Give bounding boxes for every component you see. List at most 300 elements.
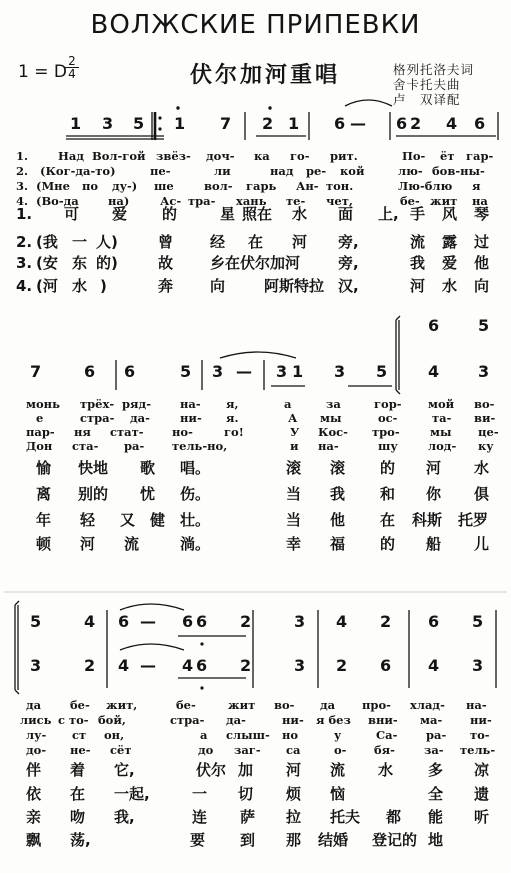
lyric: а [284,397,292,411]
lyric: вол- [204,179,233,193]
system-1-zh-line-1 [0,206,511,222]
lyric: Дон [26,439,53,453]
lyric: 都 [386,808,402,826]
system-2-ru-line-4 [0,438,511,454]
lyric: (我 [36,233,58,251]
lyric: 快地 [78,459,109,477]
lyric: 的) [96,254,118,272]
lyric: 唱。 [180,459,211,477]
lyric: на [472,194,488,208]
lyric: 面 [338,205,354,223]
system-3-zh-line-4 [0,832,511,848]
lyric: 河 [80,535,96,553]
verse-number: 2. [16,164,29,178]
lyric: 能 [428,808,444,826]
system-3-ru-line-2 [0,712,511,728]
lyric: те- [286,194,306,208]
system-1-ru-line-1 [0,148,511,164]
lyric: 轻 [80,511,96,529]
system-3-zh-line-3 [0,809,511,825]
key-signature: 1 = D [18,62,67,82]
lyric: лу- [26,728,47,742]
lyric: 的 [162,205,178,223]
lyric: 一起, [114,785,150,803]
lyric: 风 [442,205,458,223]
note: 1 [70,114,82,133]
lyric: 河 [286,761,302,779]
lyric: 水 [474,459,490,477]
lyric: 我 [330,485,346,503]
lyric: ра- [124,439,145,453]
lyric: 可 [64,205,80,223]
note: 3 [294,612,306,631]
lyric: во- [474,397,495,411]
lyric: Ан- [296,179,319,193]
lyric: 当 [286,511,302,529]
lyric: са [286,743,301,757]
lyric: 你 [426,485,442,503]
note: 3 [334,362,346,381]
verse-number: 3. [16,254,33,272]
note: 4 [84,612,96,631]
lyric: хлад- [410,698,445,712]
lyric: 滚 [286,459,302,477]
lyric: 伴 [26,761,42,779]
lyric: 要 [190,831,206,849]
note: 3 [102,114,114,133]
lyric: 地 [428,831,444,849]
lyric: с то- [58,713,89,727]
lyric: 奔 [158,277,174,295]
lyric: бе- [176,698,196,712]
note: 6 [396,114,408,133]
note: 1 [174,114,186,133]
lyric: 流 [330,761,346,779]
lyric: ёт [440,149,455,163]
lyric: ни- [282,713,304,727]
lyric: 旁, [338,254,359,272]
lyric: лод- [428,439,457,453]
verse-number: 3. [16,179,29,193]
lyric: 加 [238,761,254,779]
lyric: (Мне [36,179,70,193]
lyric: стра- [170,713,205,727]
lyric: бе- [70,698,90,712]
lyric: рит. [330,149,358,163]
note: 4 [336,612,348,631]
note: 6 [428,612,440,631]
lyric: 年 [36,511,52,529]
lyric: 依 [26,785,42,803]
verse-number: 4. [16,194,29,208]
system-1-notes [0,116,511,132]
note: 6 [196,612,208,631]
lyric: но- [172,425,193,439]
lyric: 烦 [286,785,302,803]
lyric: 在 [248,233,264,251]
lyric: 登记的 [372,831,418,849]
note: 7 [220,114,232,133]
lyric: вни- [368,713,398,727]
lyric: трёх- [80,397,115,411]
lyric: ду-) [112,179,138,193]
lyric: 那 [286,831,302,849]
lyric: да- [226,713,246,727]
lyric: звёз- [156,149,191,163]
lyric: 琴 [474,205,490,223]
lyric: на- [180,397,201,411]
note: 6 [196,656,208,675]
note: 5 [30,612,42,631]
lyric: 多 [428,761,444,779]
lyric: 科斯 [412,511,443,529]
lyric: 淌。 [180,535,211,553]
lyric: я без [316,713,351,727]
system-2-zh-line-1 [0,460,511,476]
note: 6 [334,114,346,133]
lyric: Над [58,149,84,163]
lyric: 阿斯特拉 [264,277,325,295]
note: 4 [118,656,130,675]
lyric: ста- [72,439,99,453]
lyric: хань [236,194,267,208]
credit-composer: 舍卡托夫曲 [393,77,461,92]
lyric: Са- [376,728,398,742]
lyric: 凉 [474,761,490,779]
lyric: жит, [106,698,138,712]
lyric: не- [70,743,91,757]
note: 6 [84,362,96,381]
lyric: за- [424,743,444,757]
lyric: 爱 [442,254,458,272]
lyric: ст [72,728,87,742]
note: 3 [30,656,42,675]
verse-number: 1. [16,149,29,163]
lyric: слыш- [226,728,270,742]
lyric: 离 [36,485,52,503]
system-2-zh-line-4 [0,536,511,552]
lyric: 听 [474,808,490,826]
lyric: над [270,164,294,178]
lyric: 乡在伏尔加河 [210,254,301,272]
lyric: 露 [442,233,458,251]
lyric: 河 [426,459,442,477]
lyric: монь [26,397,60,411]
lyric: заг- [234,743,261,757]
lyric: 切 [238,785,254,803]
lyric: 在 [380,511,396,529]
note: 7 [30,362,42,381]
note: 6 [428,316,440,335]
lyric: ос- [378,411,398,425]
lyric: лю- [398,164,423,178]
system-1-ru-line-3 [0,178,511,194]
system-1-ru-line-2 [0,163,511,179]
lyric: до- [26,743,47,757]
time-signature-bottom: 4 [68,67,76,81]
note: 1 [292,362,304,381]
lyric: я [472,179,481,193]
lyric: 儿 [474,535,490,553]
note: 4 [182,656,194,675]
lyric: по [82,179,99,193]
lyric: на- [466,698,487,712]
lyric: бе- [400,194,420,208]
lyric: це- [478,425,499,439]
lyric: Вол-гой [92,149,146,163]
lyric: ли [214,164,231,178]
lyric: да- [130,411,150,425]
lyric: (Ког-да-то) [40,164,116,178]
lyric: 上, [378,205,399,223]
note: 2 [84,656,96,675]
lyric: 手 [410,205,426,223]
note: 6 [474,114,486,133]
lyric: 东 [72,254,88,272]
lyric: 和 [380,485,396,503]
lyric: 曾 [158,233,174,251]
lyric: 旁, [338,233,359,251]
lyric: 飘 [26,831,42,849]
lyric: гар- [466,149,494,163]
lyric: 忧 [140,485,156,503]
note: 5 [133,114,145,133]
lyric: 向 [210,277,226,295]
lyric: 向 [474,277,490,295]
lyric: 汉, [338,277,359,295]
lyric: 一 [72,233,88,251]
lyric: 水 [442,277,458,295]
lyric: да [320,698,336,712]
lyric: доч- [206,149,235,163]
note: 5 [472,612,484,631]
lyric: тель-но, [172,439,228,453]
lyric: ше [154,179,174,193]
lyric: 河 [292,233,308,251]
lyric: 亲 [26,808,42,826]
lyric: ра- [426,728,447,742]
system-3-upper-notes [0,614,511,630]
lyric: ни- [470,713,492,727]
lyric: мы [320,411,342,425]
lyric: 托夫 [330,808,361,826]
lyric: (Во-да [36,194,79,208]
lyric: стра- [80,411,115,425]
lyric: ряд- [122,397,151,411]
lyric: ня [74,425,91,439]
lyric: го! [224,425,244,439]
lyric: ка [254,149,270,163]
note: 6 [182,612,194,631]
note: 6 [124,362,136,381]
lyric: до [198,743,214,757]
note: 4 [428,362,440,381]
lyric: тра- [188,194,216,208]
lyric: 连 [192,808,208,826]
credit-translator: 卢 双译配 [393,92,461,107]
lyric: (河 [36,277,58,295]
lyric: 水 [292,205,308,223]
lyric: та- [432,411,452,425]
note: 5 [376,362,388,381]
lyric: я, [226,397,239,411]
lyric: (安 [36,254,58,272]
lyric: пар- [26,425,55,439]
lyric: 在 [70,785,86,803]
lyric: тон. [326,179,354,193]
note-dash: — [140,656,156,675]
lyric: 他 [330,511,346,529]
note: 3 [294,656,306,675]
lyric: у [334,728,342,742]
lyric: ку [478,439,494,453]
lyric: 照在 [242,205,273,223]
lyric: во- [274,698,295,712]
lyric: шу [378,439,398,453]
lyric: он, [104,728,125,742]
system-3-zh-line-1 [0,762,511,778]
lyric: 托罗 [458,511,489,529]
time-signature-top: 2 [68,54,76,68]
lyric: 一 [192,785,208,803]
system-3-zh-line-2 [0,786,511,802]
lyric: на- [318,439,339,453]
lyric: 他 [474,254,490,272]
lyric: пе- [150,164,171,178]
verse-number: 4. [16,277,33,295]
note-dash: — [350,114,366,133]
lyric: мой [428,397,455,411]
lyric: 壮。 [180,511,211,529]
system-1-zh-line-2 [0,234,511,250]
lyric: 星 [220,205,236,223]
lyric: 的 [380,535,396,553]
lyric: 全 [428,785,444,803]
note: 3 [276,362,288,381]
note: 3 [472,656,484,675]
system-3-ru-line-1 [0,697,511,713]
lyric: но [282,728,299,742]
system-2-zh-line-2 [0,486,511,502]
lyric: 它, [114,761,135,779]
lyric: тель- [460,743,496,757]
lyric: У [290,425,300,439]
lyric: 顿 [36,535,52,553]
lyric: лись [20,713,52,727]
note: 6 [118,612,130,631]
note: 5 [180,362,192,381]
song-title-russian: ВОЛЖСКИЕ ПРИПЕВКИ [90,10,421,40]
lyric: 愉 [36,459,52,477]
lyric: ) [100,277,107,295]
lyric: 健 [150,511,166,529]
lyric: 水 [72,277,88,295]
lyric: 幸 [286,535,302,553]
note: 2 [240,612,252,631]
lyric: ни- [180,411,202,425]
lyric: 吻 [70,808,86,826]
lyric: По- [402,149,426,163]
system-1-zh-line-3 [0,255,511,271]
lyric: то- [470,728,490,742]
lyric: на) [108,194,130,208]
verse-number: 1. [16,205,33,223]
note: 5 [478,316,490,335]
lyric: 伏尔 [196,761,227,779]
lyric: и [290,439,299,453]
note: 1 [288,114,300,133]
lyric: 人) [96,233,118,251]
lyric: 我 [410,254,426,272]
lyric: 结婚 [318,831,349,849]
lyric: 爱 [112,205,128,223]
note: 2 [410,114,422,133]
lyric: Ас- [160,194,182,208]
lyric: стат- [110,425,144,439]
lyric: тро- [372,425,400,439]
lyric: 俱 [474,485,490,503]
note: 4 [446,114,458,133]
lyric: сёт [110,743,132,757]
lyric: кой [340,164,365,178]
credit-lyricist: 格列托洛夫词 [393,62,475,77]
note-dash: — [236,362,252,381]
note: 6 [380,656,392,675]
lyric: бов-ны- [432,164,485,178]
lyric: а [200,728,208,742]
lyric: 过 [474,233,490,251]
lyric: чет, [326,194,353,208]
lyric: бой, [98,713,126,727]
lyric: бя- [374,743,395,757]
lyric: 荡, [70,831,91,849]
lyric: 经 [210,233,226,251]
note: 3 [212,362,224,381]
lyric: о- [334,743,347,757]
lyric: 又 [120,511,136,529]
lyric: Лю-блю [398,179,453,193]
note: 2 [336,656,348,675]
lyric: 流 [124,535,140,553]
lyric: Кос- [318,425,348,439]
lyric: 水 [378,761,394,779]
lyric: е [36,411,44,425]
lyric: 伤。 [180,485,211,503]
lyric: ре- [306,164,327,178]
verse-number: 2. [16,233,33,251]
lyric: 萨 [240,808,256,826]
lyric: 河 [410,277,426,295]
lyric: ви- [474,411,496,425]
note: 2 [240,656,252,675]
lyric: 的 [380,459,396,477]
note: 3 [478,362,490,381]
lyric: А [288,411,298,425]
system-3-lower-notes [0,658,511,674]
lyric: 福 [330,535,346,553]
system-1-zh-line-4 [0,278,511,294]
lyric: ма- [420,713,443,727]
lyric: мы [430,425,452,439]
lyric: 故 [158,254,174,272]
lyric: да [26,698,42,712]
lyric: гарь [246,179,277,193]
note: 4 [428,656,440,675]
lyric: за [326,397,341,411]
lyric: 当 [286,485,302,503]
lyric: 我, [114,808,135,826]
lyric: 拉 [286,808,302,826]
